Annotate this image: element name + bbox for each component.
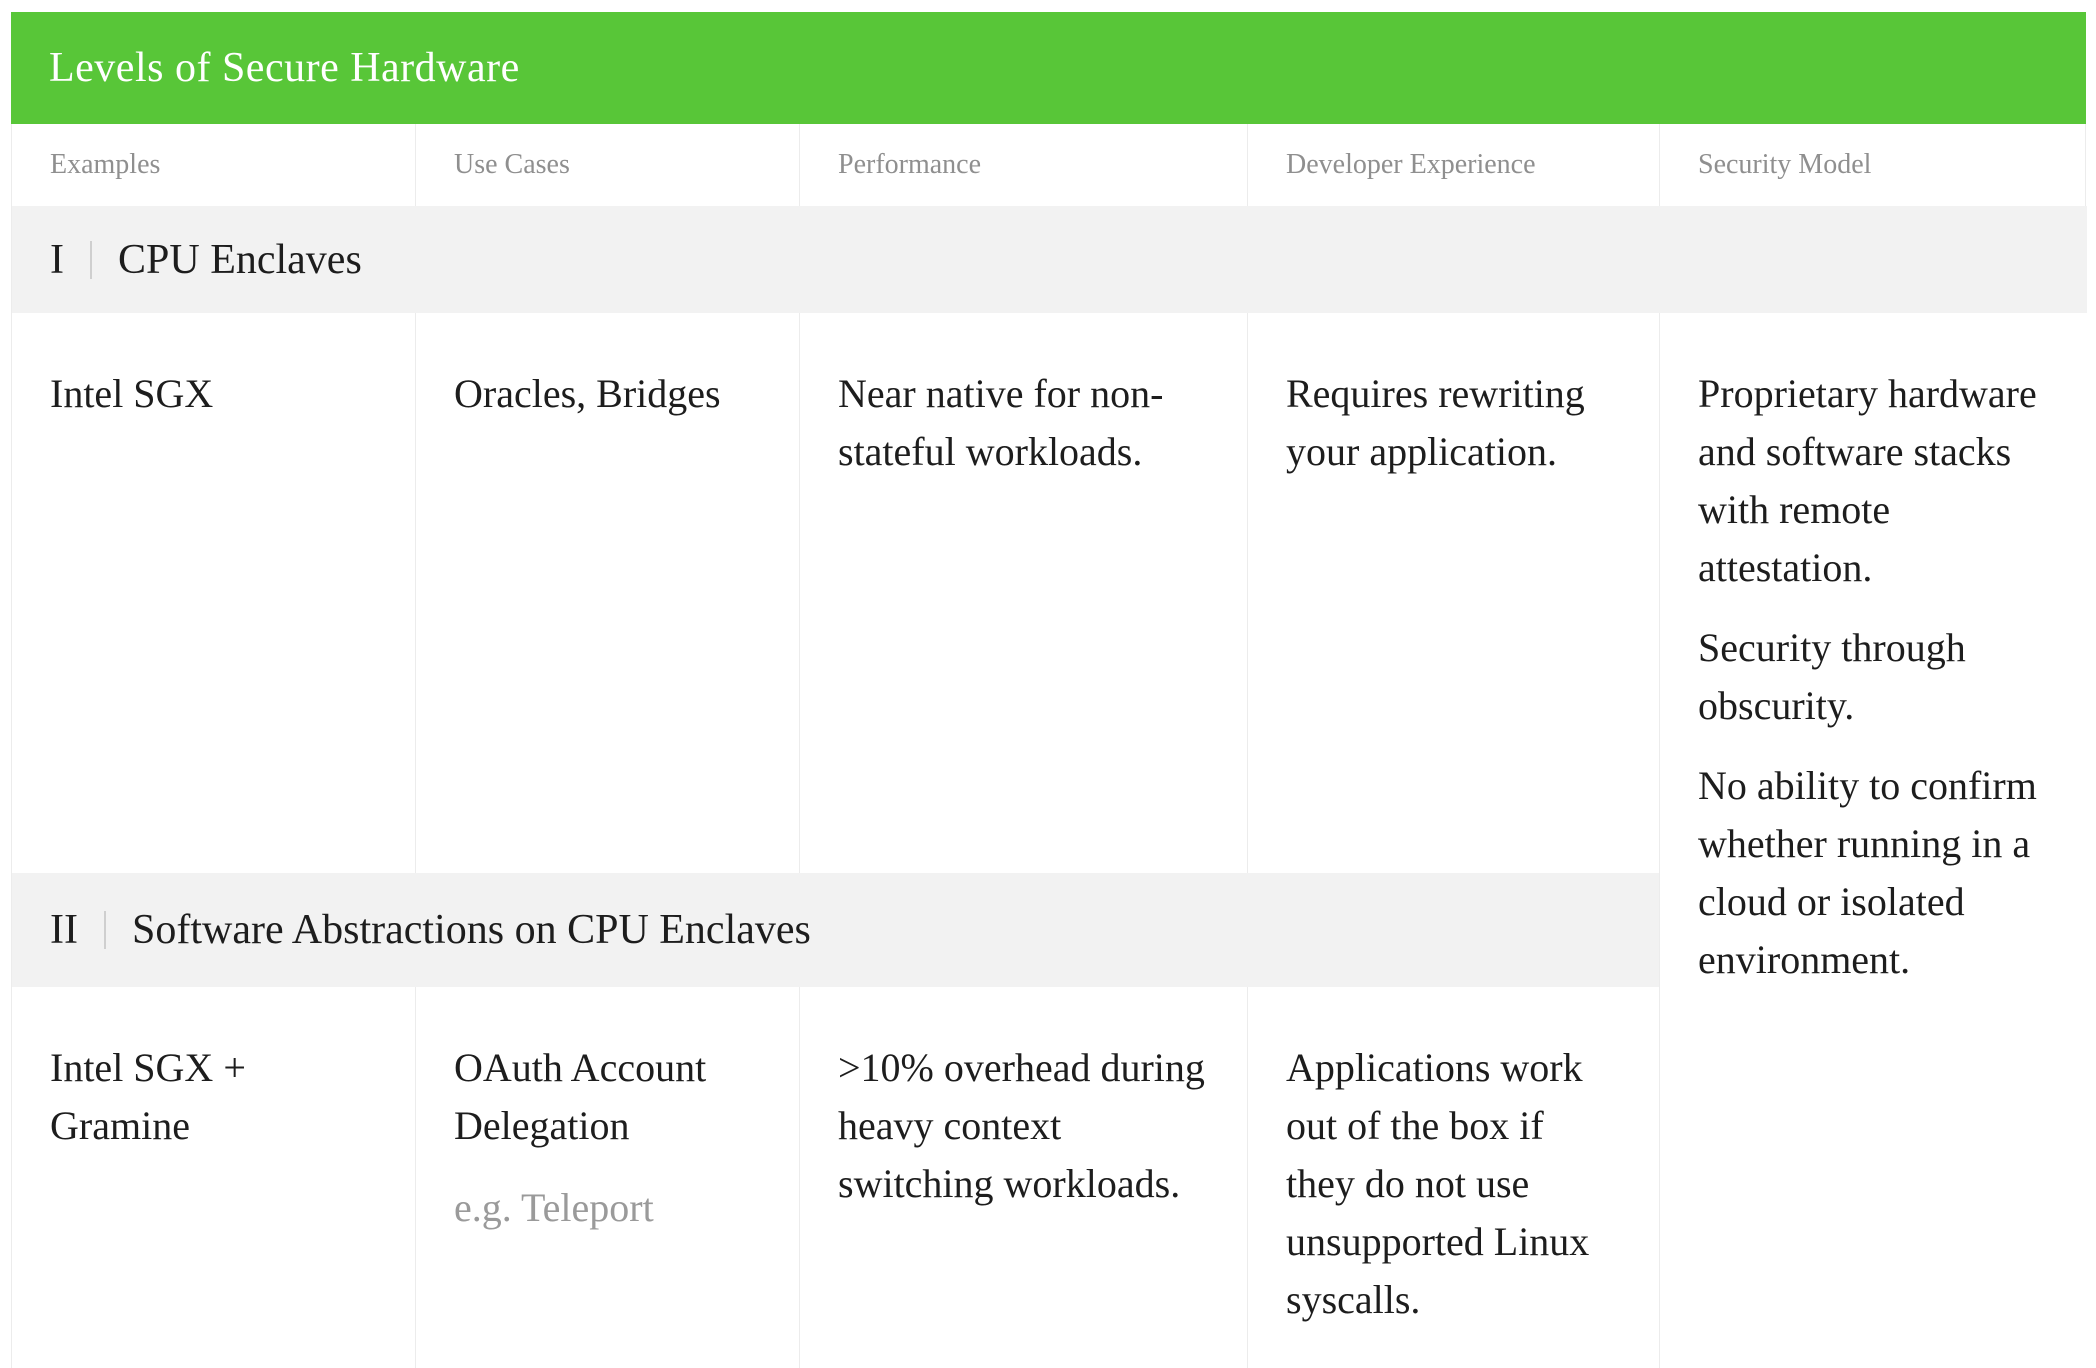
cell-row1-performance: Near native for non-stateful workloads. xyxy=(799,313,1247,873)
cell-row2-use-cases xyxy=(415,987,799,1368)
section-title: Software Abstractions on CPU Enclaves xyxy=(131,907,811,953)
section-numeral: II xyxy=(50,907,78,953)
column-header-examples: Examples xyxy=(50,149,161,180)
cell-row2-examples: Intel SGX + Gramine xyxy=(12,987,415,1368)
cell-row2-developer-experience: Applications work out of the box if they do not use unsupported Linux syscalls. xyxy=(1247,987,1659,1368)
security-model-paragraph: Proprietary hardware and software stacks with remote attestation. xyxy=(1698,371,2037,590)
column-header-developer-experience: Developer Experience xyxy=(1247,124,1659,206)
levels-of-secure-hardware-table xyxy=(11,12,2086,1368)
cell-row1-examples: Intel SGX xyxy=(12,313,415,873)
cell-row1-security-model xyxy=(1659,313,2087,1368)
section-divider xyxy=(90,241,92,279)
table-grid xyxy=(11,124,2086,1368)
section-header-cpu-enclaves xyxy=(12,206,2087,313)
section-divider xyxy=(104,911,106,949)
table-title: Levels of Secure Hardware xyxy=(49,45,520,91)
cell-row1-developer-experience: Requires rewriting your application. xyxy=(1247,313,1659,873)
column-header-security-model: Security Model xyxy=(1659,124,2087,206)
column-header-performance: Performance xyxy=(799,124,1247,206)
security-model-paragraph: Security through obscurity. xyxy=(1698,625,1966,728)
use-case-example-note: e.g. Teleport xyxy=(454,1185,654,1230)
table-title-bar xyxy=(11,12,2086,124)
section-numeral: I xyxy=(50,236,64,283)
use-case-text: OAuth Account Delegation xyxy=(454,1045,707,1148)
cell-row2-performance: >10% overhead during heavy context switching workloads. xyxy=(799,987,1247,1368)
section-header-software-abstractions xyxy=(12,873,1659,987)
cell-row1-use-cases: Oracles, Bridges xyxy=(415,313,799,873)
security-model-paragraph: No ability to confirm whether running in a cloud or isolated environment. xyxy=(1698,763,2037,982)
column-header-use-cases: Use Cases xyxy=(415,124,799,206)
section-title: CPU Enclaves xyxy=(118,236,362,283)
